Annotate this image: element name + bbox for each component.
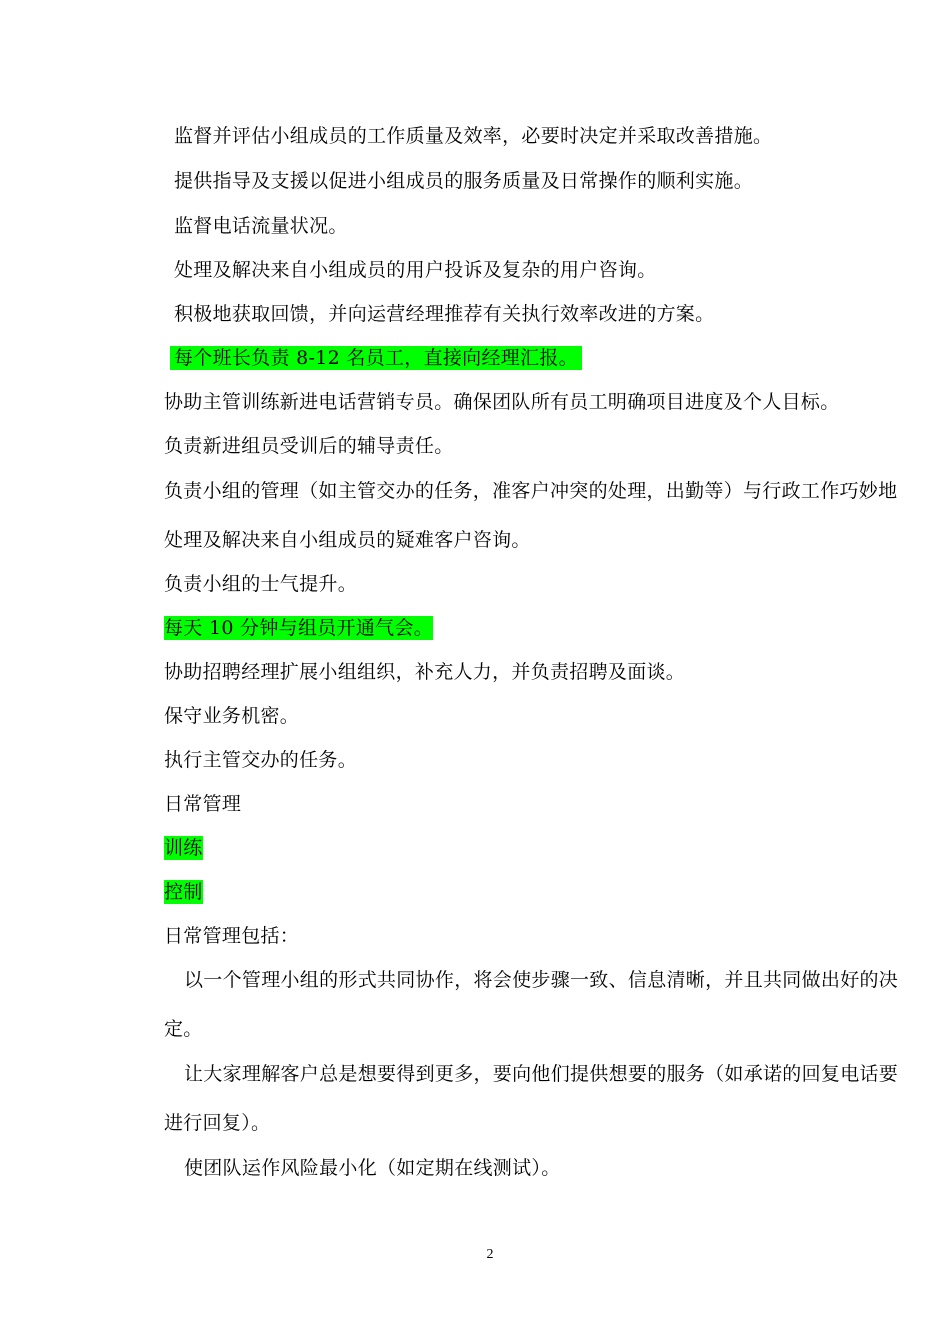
highlighted-line: 每天 10 分钟与组员开通气会。 — [164, 617, 434, 639]
text-line: 监督电话流量状况。 — [174, 215, 348, 237]
highlighted-line: 每个班长负责 8-12 名员工，直接向经理汇报。 — [170, 346, 582, 370]
text-line: 监督并评估小组成员的工作质量及效率，必要时决定并采取改善措施。 — [174, 125, 773, 147]
page-number: 2 — [486, 1247, 494, 1262]
text-line: 协助招聘经理扩展小组组织，补充人力，并负责招聘及面谈。 — [164, 661, 686, 683]
text-line: 以一个管理小组的形式共同协作，将会使步骤一致、信息清晰，并且共同做出好的决 — [184, 969, 899, 991]
text-line: 执行主管交办的任务。 — [164, 749, 358, 771]
highlighted-line: 训练 — [164, 837, 203, 859]
text-line: 负责新进组员受训后的辅导责任。 — [164, 435, 454, 457]
text-line: 处理及解决来自小组成员的疑难客户咨询。 — [164, 529, 531, 551]
text-line: 使团队运作风险最小化（如定期在线测试）。 — [184, 1157, 561, 1179]
text-line: 定。 — [164, 1018, 203, 1040]
text-line: 日常管理包括： — [164, 925, 300, 947]
text-line: 积极地获取回馈，并向运营经理推荐有关执行效率改进的方案。 — [174, 303, 715, 325]
text-line: 让大家理解客户总是想要得到更多，要向他们提供想要的服务（如承诺的回复电话要 — [184, 1063, 899, 1085]
text-line: 保守业务机密。 — [164, 705, 300, 727]
text-line: 负责小组的管理（如主管交办的任务，准客户冲突的处理，出勤等）与行政工作巧妙地 — [164, 480, 898, 502]
text-line: 协助主管训练新进电话营销专员。确保团队所有员工明确项目进度及个人目标。 — [164, 391, 840, 413]
text-line: 负责小组的士气提升。 — [164, 573, 358, 595]
text-line: 提供指导及支援以促进小组成员的服务质量及日常操作的顺利实施。 — [174, 170, 754, 192]
text-line: 处理及解决来自小组成员的用户投诉及复杂的用户咨询。 — [174, 259, 657, 281]
highlighted-line: 控制 — [164, 881, 203, 903]
text-line: 进行回复）。 — [164, 1112, 271, 1134]
text-line: 日常管理 — [164, 793, 242, 815]
